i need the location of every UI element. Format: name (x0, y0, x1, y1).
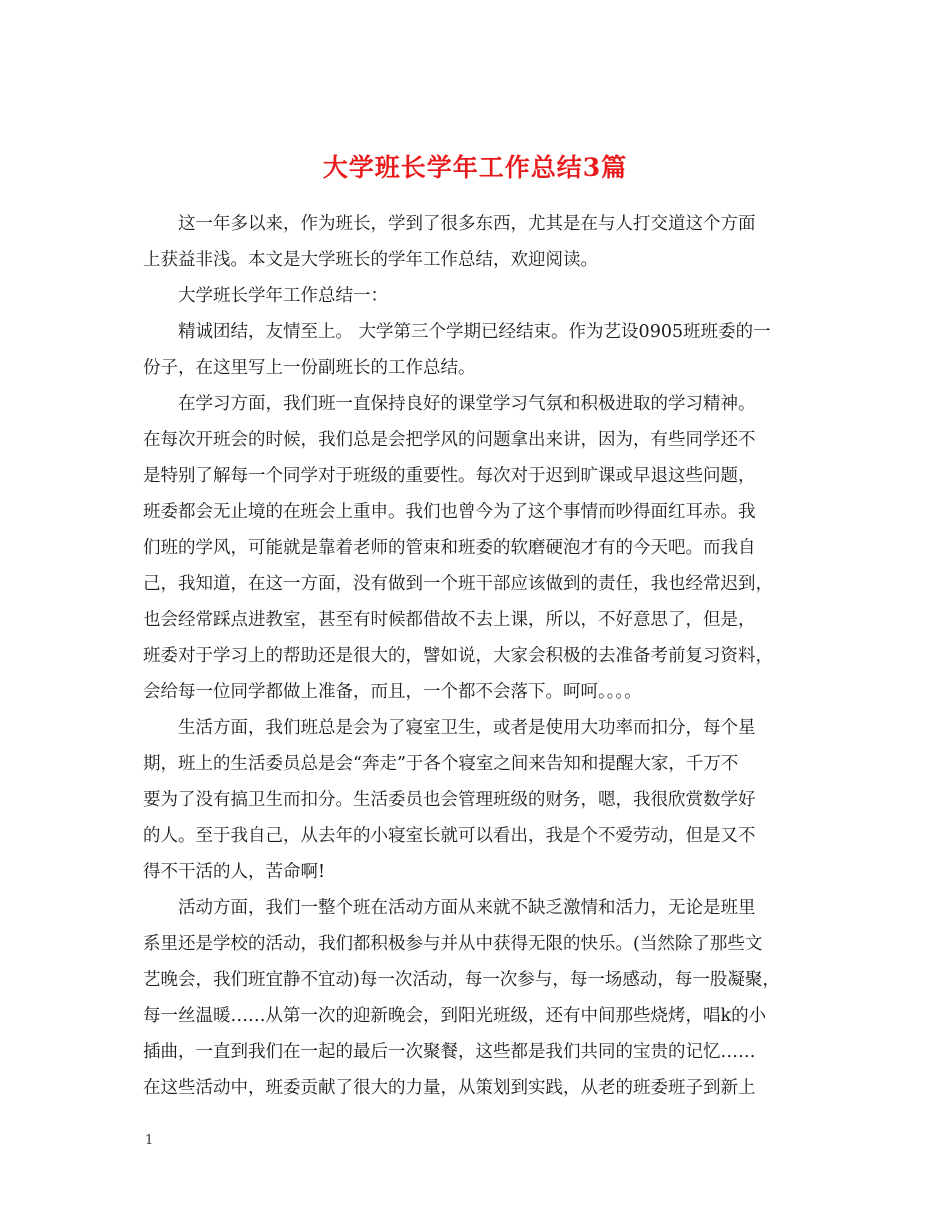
text-line: 在学习方面，我们班一直保持良好的课堂学习气氛和积极进取的学习精神。 (178, 394, 756, 414)
body-text (143, 206, 813, 1106)
text-line: 每一丝温暖……从第一次的迎新晚会，到阳光班级，还有中间那些烧烤，唱k的小 (143, 1006, 767, 1026)
text-line: 期，班上的生活委员总是会“奔走”于各个寝室之间来告知和提醒大家，千万不 (143, 754, 739, 774)
text-line: 班委都会无止境的在班会上重申。我们也曾今为了这个事情而吵得面红耳赤。我 (143, 502, 756, 522)
text-line: 己，我知道，在这一方面，没有做到一个班干部应该做到的责任，我也经常迟到， (143, 574, 773, 594)
text-line: 的人。至于我自己，从去年的小寝室长就可以看出，我是个不爱劳动，但是又不 (143, 826, 756, 846)
page-title: 大学班长学年工作总结3篇 (322, 152, 628, 182)
text-line: 插曲，一直到我们在一起的最后一次聚餐，这些都是我们共同的宝贵的记忆…… (143, 1042, 756, 1062)
text-line: 会给每一位同学都做上准备，而且，一个都不会落下。呵呵。。。。 (143, 682, 642, 702)
page-number: 1 (145, 1133, 154, 1148)
text-line: 系里还是学校的活动，我们都积极参与并从中获得无限的快乐。(当然除了那些文 (143, 934, 763, 954)
text-line: 大学班长学年工作总结一： (178, 286, 388, 306)
text-line: 上获益非浅。本文是大学班长的学年工作总结，欢迎阅读。 (143, 250, 598, 270)
text-line: 班委对于学习上的帮助还是很大的，譬如说，大家会积极的去准备考前复习资料， (143, 646, 773, 666)
text-line: 也会经常踩点进教室，甚至有时候都借故不去上课，所以，不好意思了，但是， (143, 610, 756, 630)
text-line: 艺晚会，我们班宜静不宜动)每一次活动，每一次参与，每一场感动，每一股凝聚， (143, 970, 780, 990)
text-line: 在这些活动中，班委贡献了很大的力量，从策划到实践，从老的班委班子到新上 (143, 1078, 756, 1098)
text-line: 精诚团结，友情至上。 大学第三个学期已经结束。作为艺设0905班班委的一 (178, 322, 771, 342)
text-line: 活动方面，我们一整个班在活动方面从来就不缺乏激情和活力，无论是班里 (178, 898, 756, 918)
text-line: 在每次开班会的时候，我们总是会把学风的问题拿出来讲，因为，有些同学还不 (143, 430, 756, 450)
text-line: 们班的学风，可能就是靠着老师的管束和班委的软磨硬泡才有的今天吧。而我自 (143, 538, 756, 558)
text-line: 是特别了解每一个同学对于班级的重要性。每次对于迟到旷课或早退这些问题， (143, 466, 756, 486)
text-line: 要为了没有搞卫生而扣分。生活委员也会管理班级的财务，嗯，我很欣赏数学好 (143, 790, 756, 810)
text-line: 份子，在这里写上一份副班长的工作总结。 (143, 358, 476, 378)
text-line: 得不干活的人，苦命啊! (143, 862, 326, 882)
text-line: 生活方面，我们班总是会为了寝室卫生，或者是使用大功率而扣分，每个星 (178, 718, 756, 738)
text-line: 这一年多以来，作为班长，学到了很多东西，尤其是在与人打交道这个方面 (178, 214, 756, 234)
